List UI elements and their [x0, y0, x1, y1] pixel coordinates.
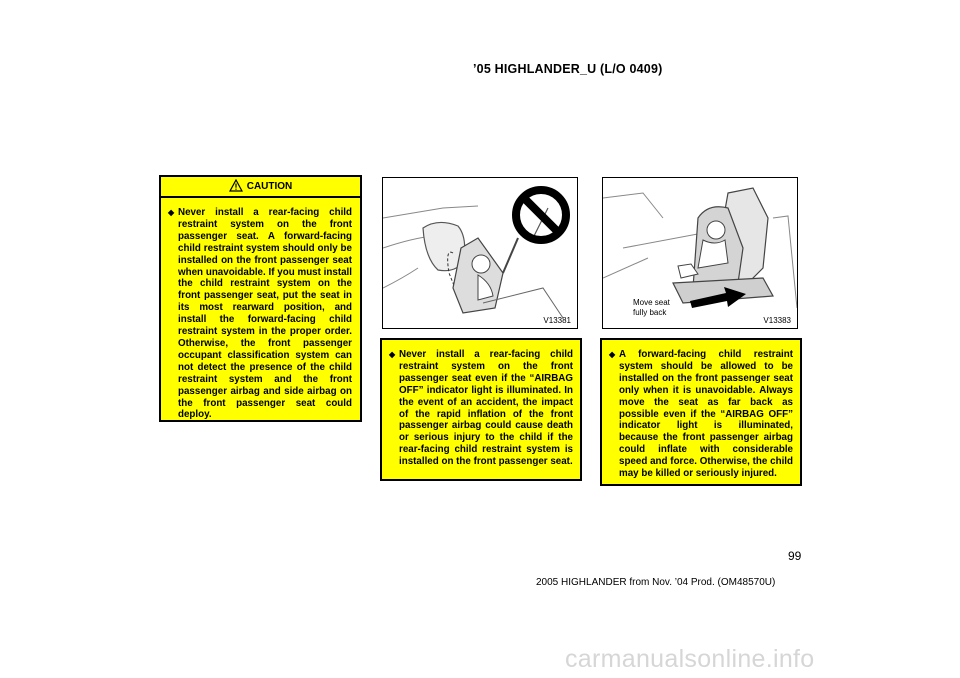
figure-forward-facing-seat: [602, 177, 798, 329]
warning-box-middle: [380, 338, 582, 481]
figure-label-line1: Move seat: [633, 298, 670, 307]
warning-text-middle: Never install a rear-facing child restraint system on the front passenger seat even if the “AIRBAG OFF” indicator light is illuminated. In the event of an accident, the impact of the rapid inflation of the front passenger airbag could cause death or serious injury to the child if the rear-facing child restraint system is installed on the front passenger seat.: [399, 349, 573, 468]
document-footer: 2005 HIGHLANDER from Nov. ’04 Prod. (OM48570U): [536, 577, 776, 588]
document-header: ’05 HIGHLANDER_U (L/O 0409): [473, 62, 663, 76]
figure-label-line2: fully back: [633, 308, 667, 317]
warning-box-right: [600, 338, 802, 486]
caution-text: Never install a rear-facing child restraint system on the front passenger seat. A forward-facing child restraint system should only be installed on the front passenger seat when unavoidable. If you must install the child restraint system on the front passenger seat, put the seat in its most rearward position, and install the forward-facing child restraint system in the proper order. Otherwise, the front passenger occupant classification system can not detect the presence of the child restraint system and the front passenger airbag and side airbag on the front passenger seat could deploy.: [178, 207, 352, 421]
warning-paragraph: [388, 349, 573, 468]
bullet-icon: ◆: [389, 350, 396, 359]
figure-code: V13383: [763, 316, 791, 325]
watermark: carmanualsonline.info: [565, 645, 815, 673]
arrow-icon: [688, 285, 748, 309]
caution-paragraph: [167, 207, 352, 421]
bullet-icon: ◆: [168, 208, 175, 217]
caution-heading-text: CAUTION: [246, 181, 293, 192]
warning-triangle-icon: [229, 179, 243, 192]
figure-code: V13381: [543, 316, 571, 325]
warning-paragraph: [608, 349, 793, 480]
figure-label: [633, 298, 670, 318]
caution-box: [159, 175, 362, 422]
prohibition-icon: [511, 185, 571, 245]
figure-rear-facing-prohibited: [382, 177, 578, 329]
warning-text-right: A forward-facing child restraint system should be allowed to be installed on the front passenger seat only when it is unavoidable. Always move the seat as far back as possible even if the “AIRBAG OFF” indicator light is illuminated, because the front passenger airbag could inflate with considerable speed and force. Otherwise, the child may be killed or seriously injured.: [619, 349, 793, 480]
bullet-icon: ◆: [609, 350, 616, 359]
page-number: 99: [788, 549, 802, 563]
caution-heading: [161, 177, 360, 198]
